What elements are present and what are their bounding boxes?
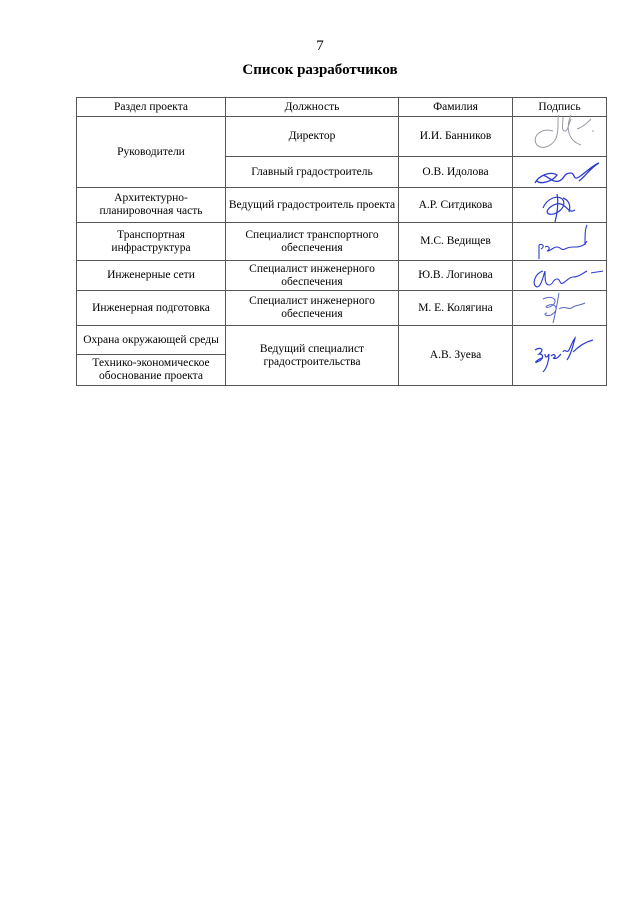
name-cell: И.И. Банников <box>399 117 513 157</box>
section-cell: Технико-экономическое обоснование проекта <box>77 355 226 386</box>
position-cell: Специалист инженерного обеспечения <box>226 291 399 326</box>
position-cell: Ведущий специалист градостроительства <box>226 326 399 386</box>
name-cell: М.С. Ведищев <box>399 223 513 261</box>
header-signature: Подпись <box>513 98 607 117</box>
position-cell: Специалист инженерного обеспечения <box>226 261 399 291</box>
signature-image <box>513 330 607 378</box>
page-title: Список разработчиков <box>242 62 398 78</box>
section-cell: Инженерные сети <box>77 261 226 291</box>
section-cell: Транспортная инфраструктура <box>77 223 226 261</box>
table-row <box>77 291 607 326</box>
section-cell: Инженерная подготовка <box>77 291 226 326</box>
position-cell: Директор <box>226 117 399 157</box>
signature-image <box>513 283 607 331</box>
header-name: Фамилия <box>399 98 513 117</box>
section-cell: Охрана окружающей среды <box>77 326 226 355</box>
page-number: 7 <box>316 38 324 54</box>
name-cell: М. Е. Колягина <box>399 291 513 326</box>
name-cell: Ю.В. Логинова <box>399 261 513 291</box>
name-cell: О.В. Идолова <box>399 157 513 188</box>
section-cell: Архитектурно-планировочная часть <box>77 188 226 223</box>
developers-table <box>76 97 607 386</box>
position-cell: Специалист транспортного обеспечения <box>226 223 399 261</box>
signature-cell <box>513 326 607 386</box>
section-cell: Руководители <box>77 117 226 188</box>
position-cell: Ведущий градостроитель проекта <box>226 188 399 223</box>
header-section: Раздел проекта <box>77 98 226 117</box>
signature-cell <box>513 291 607 326</box>
header-position: Должность <box>226 98 399 117</box>
name-cell: А.В. Зуева <box>399 326 513 386</box>
table-row <box>77 326 607 355</box>
name-cell: А.Р. Ситдикова <box>399 188 513 223</box>
position-cell: Главный градостроитель <box>226 157 399 188</box>
